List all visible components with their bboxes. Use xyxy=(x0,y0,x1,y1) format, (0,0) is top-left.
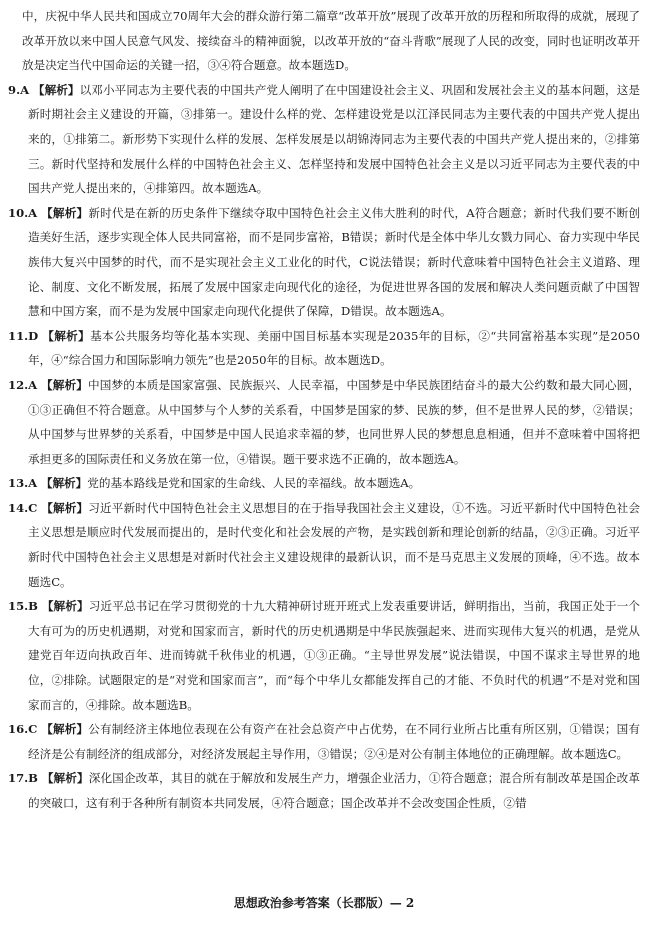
question-number: 16.C xyxy=(8,722,38,737)
question-number: 9.A xyxy=(8,82,30,97)
analysis-tag: 【解析】 xyxy=(41,205,89,220)
analysis-text: 基本公共服务均等化基本实现、美丽中国目标基本实现是2035年的目标，②“共同富裕基本实现”是2050年，④“综合国力和国际影响力领先”也是2050年的目标。故本题选D。 xyxy=(28,328,640,368)
continued-answer-text: 中，庆祝中华人民共和国成立70周年大会的群众游行第二篇章“改革开放”展现了改革开放的历程和所取得的成就，展现了改革开放以来中国人民意气风发、接续奋斗的精神面貌，以改革开放的“奋斗背歌”展现了人民的改变，同时也证明改革开放是决定当代中国命运的关键一招，③④符合题意。故本题选D。 xyxy=(22,9,640,73)
question-number: 17.B xyxy=(8,771,38,786)
analysis-tag: 【解析】 xyxy=(41,599,89,614)
analysis-text: 深化国企改革，其目的就在于解放和发展生产力，增强企业活力，①符合题意；混合所有制改革是国企改革的突破口，这有利于各种所有制资本共同发展，④符合题意；国企改革并不会改变国企性质，②错 xyxy=(28,771,640,810)
question-number: 14.C xyxy=(8,500,38,515)
analysis-text: 以邓小平同志为主要代表的中国共产党人阐明了在中国建设社会主义、巩固和发展社会主义的基本问题，这是新时期社会主义建设的开篇，③排第一。建设什么样的党、怎样建设党是以江泽民同志为主要代表的中国共产党人提出来的，①排第二。新形势下实现什么样的发展、怎样发展是以胡锦涛同志为主要代表的中国共产党人提出来的，②排第三。新时代坚持和发展什么样的中国特色社会主义、怎样坚持和发展中国特色社会主义是以习近平同志为主要代表的中国共产党人提出来的，④排第四。故本题选A。 xyxy=(28,82,640,196)
answer-item xyxy=(8,324,640,373)
answer-item xyxy=(8,201,640,324)
analysis-text: 新时代是在新的历史条件下继续夺取中国特色社会主义伟大胜利的时代，A符合题意；新时代我们要不断创造美好生活，逐步实现全体人民共同富裕，而不是同步富裕，B错误；新时代是全体中华儿女戮力同心、奋力实现中华民族伟大复兴中国梦的时代，而不是实现社会主义工业化的时代，C说法错误；新时代意味着中国特色社会主义道路、理论、制度、文化不断发展，拓展了发展中国家走向现代化的途径，为促进世界各国的发展和解决人类问题贡献了中国智慧和中国方案，而不是为发展中国家走向现代化提供了保障，D错误。故本题选A。 xyxy=(28,205,640,319)
question-number: 10.A xyxy=(8,205,38,220)
question-number: 15.B xyxy=(8,599,38,614)
analysis-tag: 【解析】 xyxy=(42,328,91,343)
analysis-text: 公有制经济主体地位表现在公有资产在社会总资产中占优势，在不同行业所占比重有所区别，①错误；国有经济是公有制经济的组成部分，对经济发展起主导作用，③错误；②④是对公有制主体地位的正确理解。故本题选C。 xyxy=(28,722,640,761)
answer-item xyxy=(8,471,640,496)
analysis-text: 党的基本路线是党和国家的生命线、人民的幸福线。故本题选A。 xyxy=(87,476,421,491)
question-number: 11.D xyxy=(8,328,39,343)
analysis-tag: 【解析】 xyxy=(40,476,88,491)
analysis-text: 中国梦的本质是国家富强、民族振兴、人民幸福，中国梦是中华民族团结奋斗的最大公约数和最大同心圆，①③正确但不符合题意。从中国梦与个人梦的关系看，中国梦是国家的梦、民族的梦，但不是世界人民的梦，②错误；从中国梦与世界梦的关系看，中国梦是中国人民追求幸福的梦，也同世界人民的梦想息息相通，但并不意味着中国将把承担更多的国际责任和义务放在第一位，④错误。题干要求选不正确的，故本题选A。 xyxy=(28,377,640,466)
continued-answer xyxy=(8,4,640,78)
page-footer: 思想政治参考答案（长郡版）— 2 xyxy=(233,896,415,910)
answer-item xyxy=(8,766,640,815)
answer-list xyxy=(8,78,640,816)
answer-item xyxy=(8,373,640,471)
answer-item xyxy=(8,717,640,766)
answer-item xyxy=(8,78,640,201)
analysis-tag: 【解析】 xyxy=(41,722,89,737)
question-number: 12.A xyxy=(8,377,38,392)
answer-item xyxy=(8,594,640,717)
analysis-tag: 【解析】 xyxy=(32,82,80,97)
analysis-tag: 【解析】 xyxy=(41,500,89,515)
analysis-text: 习近平新时代中国特色社会主义思想目的在于指导我国社会主义建设，①不选。习近平新时代中国特色社会主义思想是顺应时代发展而提出的，是时代变化和社会发展的产物，是实践创新和理论创新的结晶，②③正确。习近平新时代中国特色社会主义思想是对新时代社会主义建设规律的最新认识，而不是马克思主义发展的顶峰，④不选。故本题选C。 xyxy=(28,500,640,589)
analysis-tag: 【解析】 xyxy=(41,771,89,786)
analysis-tag: 【解析】 xyxy=(41,377,89,392)
answer-content xyxy=(8,4,640,816)
question-number: 13.A xyxy=(8,476,38,491)
answer-item xyxy=(8,496,640,594)
analysis-text: 习近平总书记在学习贯彻党的十九大精神研讨班开班式上发表重要讲话，鲜明指出，当前，我国正处于一个大有可为的历史机遇期，对党和国家而言，新时代的历史机遇期是中华民族强起来、进而实现伟大复兴的机遇，是党从建党百年迈向执政百年、进而铸就千秋伟业的机遇，①③正确。“主导世界发展”说法错误，中国不谋求主导世界的地位，②排除。试题限定的是“对党和国家而言”，而“每个中华儿女都能发挥自己的才能、不负时代的机遇”不是对党和国家而言的，④排除。故本题选B。 xyxy=(28,599,640,712)
